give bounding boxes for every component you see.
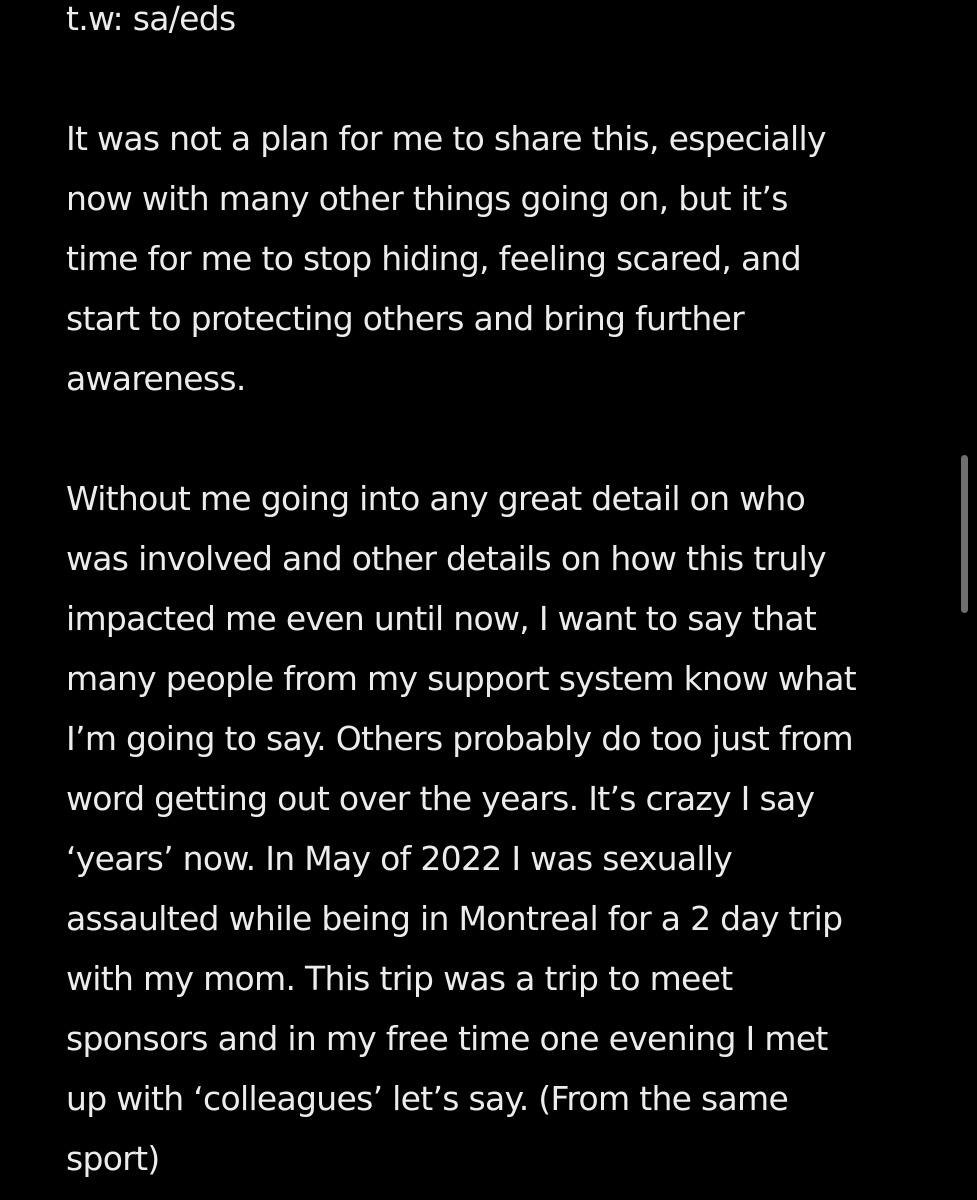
note-text-area[interactable] xyxy=(66,109,936,1189)
paragraph-break xyxy=(66,409,936,469)
note-line: up with ‘colleagues’ let’s say. (From the same xyxy=(66,1079,789,1118)
scroll-indicator[interactable] xyxy=(961,455,968,613)
note-line: impacted me even until now, I want to say that xyxy=(66,599,817,638)
note-line: time for me to stop hiding, feeling scared, and xyxy=(66,239,801,278)
note-line: assaulted while being in Montreal for a 2 day trip xyxy=(66,899,843,938)
note-line: many people from my support system know what xyxy=(66,659,857,698)
note-line: ‘years’ now. In May of 2022 I was sexually xyxy=(66,839,733,878)
note-line: now with many other things going on, but it’s xyxy=(66,179,788,218)
note-line: sport) xyxy=(66,1139,160,1178)
note-line: It was not a plan for me to share this, especially xyxy=(66,119,826,158)
note-line: Without me going into any great detail on who xyxy=(66,479,806,518)
note-line: was involved and other details on how this truly xyxy=(66,539,826,578)
note-line: awareness. xyxy=(66,359,246,398)
note-line: I’m going to say. Others probably do too just from xyxy=(66,719,853,758)
note-line: start to protecting others and bring further xyxy=(66,299,745,338)
note-header: t.w: sa/eds xyxy=(66,0,236,38)
note-line: word getting out over the years. It’s crazy I say xyxy=(66,779,815,818)
note-line: with my mom. This trip was a trip to meet xyxy=(66,959,733,998)
note-line: sponsors and in my free time one evening I met xyxy=(66,1019,828,1058)
